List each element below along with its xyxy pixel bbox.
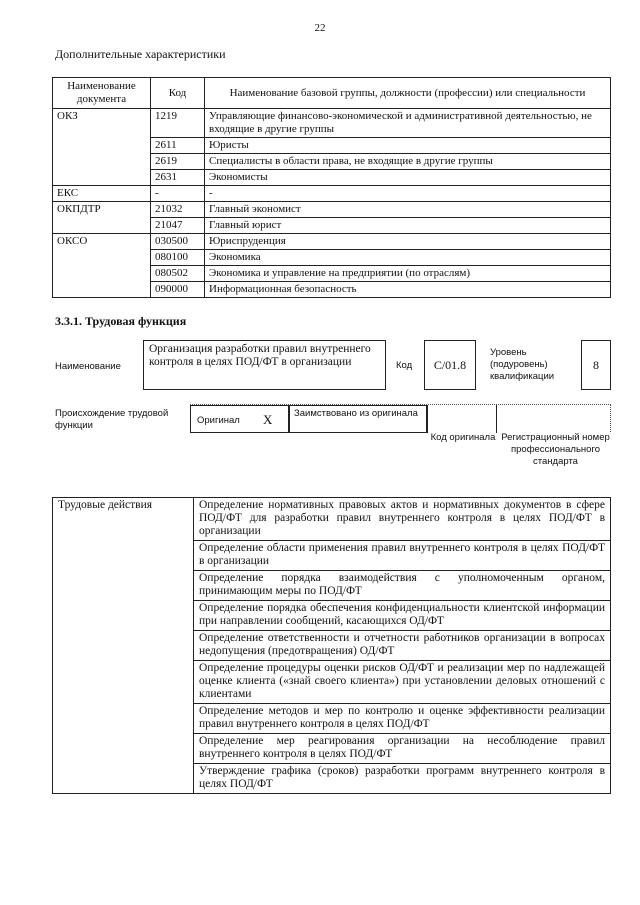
level-value: 8: [581, 340, 611, 390]
level-label: Уровень (подуровень) квалификации: [490, 347, 555, 382]
page-number: 22: [314, 22, 326, 34]
code-cell: 2619: [151, 154, 205, 170]
table-row: [53, 234, 611, 250]
name-cell: Экономисты: [205, 170, 611, 186]
name-cell: Управляющие финансово-экономической и административной деятельностью, не входящие в другие группы: [205, 109, 611, 138]
function-heading: 3.3.1. Трудовая функция: [55, 314, 187, 328]
header-document: Наименование документа: [53, 78, 151, 109]
labor-action-item: Определение методов и мер по контролю и оценке эффективности реализации правил внутреннего контроля в целях ПОД/ФТ: [194, 704, 611, 734]
additional-characteristics-table: [52, 77, 611, 298]
name-cell: Главный юрист: [205, 218, 611, 234]
name-cell: Юристы: [205, 138, 611, 154]
name-cell: Экономика: [205, 250, 611, 266]
name-cell: Специалисты в области права, не входящие в другие группы: [205, 154, 611, 170]
code-cell: 2631: [151, 170, 205, 186]
table-row: [53, 202, 611, 218]
section-title: Дополнительные характеристики: [55, 47, 226, 61]
code-cell: 1219: [151, 109, 205, 138]
labor-actions-label: Трудовые действия: [53, 498, 194, 794]
code-cell: 21032: [151, 202, 205, 218]
code-cell: 080100: [151, 250, 205, 266]
original-cell: [190, 405, 289, 433]
original-label: Оригинал: [197, 415, 240, 426]
header-name: Наименование базовой группы, должности (профессии) или специальности: [205, 78, 611, 109]
function-code-label: Код: [396, 360, 413, 371]
table-row: [53, 498, 611, 541]
labor-actions-table: [52, 497, 611, 794]
labor-action-item: Определение области применения правил внутреннего контроля в целях ПОД/ФТ в организации: [194, 541, 611, 571]
labor-action-item: Определение порядка взаимодействия с уполномоченным органом, принимающим меры по ПОД/ФТ: [194, 571, 611, 601]
document-cell: ОКЗ: [53, 109, 151, 186]
name-cell: Главный экономист: [205, 202, 611, 218]
document-cell: ЕКС: [53, 186, 151, 202]
header-code: Код: [151, 78, 205, 109]
original-code-cell: [427, 405, 497, 433]
labor-action-item: Определение процедуры оценки рисков ОД/ФТ и реализации мер по надлежащей оценке клиента («знай своего клиента») при установлении деловых отношений с клиентами: [194, 661, 611, 704]
code-cell: -: [151, 186, 205, 202]
registration-number-cell: [497, 405, 611, 433]
name-cell: Юриспруденция: [205, 234, 611, 250]
borrowed-label: Заимствовано из оригинала: [289, 405, 427, 433]
original-mark: X: [263, 412, 273, 427]
labor-action-item: Утверждение графика (сроков) разработки программ внутреннего контроля в целях ПОД/ФТ: [194, 764, 611, 794]
labor-action-item: Определение мер реагирования организации на несоблюдение правил внутреннего контроля в целях ПОД/ФТ: [194, 734, 611, 764]
name-cell: Информационная безопасность: [205, 282, 611, 298]
code-cell: 21047: [151, 218, 205, 234]
function-name-value: Организация разработки правил внутреннего контроля в целях ПОД/ФТ в организации: [143, 340, 386, 390]
origin-label: Происхождение трудовой функции: [55, 408, 169, 431]
labor-action-item: Определение ответственности и отчетности работников организации в вопросах недопущения (предотвращения) ОД/ФТ: [194, 631, 611, 661]
code-cell: 030500: [151, 234, 205, 250]
caption-registration-number: Регистрационный номер профессионального стандарта: [501, 432, 610, 467]
function-name-label: Наименование: [55, 361, 121, 372]
labor-action-item: Определение нормативных правовых актов и нормативных документов в сфере ПОД/ФТ для разработки правил внутреннего контроля в целях ПОД/ФТ в организации: [194, 498, 611, 541]
document-cell: ОКСО: [53, 234, 151, 298]
document-cell: ОКПДТР: [53, 202, 151, 234]
table-row: [53, 109, 611, 138]
code-cell: 080502: [151, 266, 205, 282]
code-cell: 090000: [151, 282, 205, 298]
function-code-value: С/01.8: [424, 340, 476, 390]
table-row: [53, 186, 611, 202]
labor-action-item: Определение порядка обеспечения конфиденциальности клиентской информации при направлении сообщений, касающихся ОД/ФТ: [194, 601, 611, 631]
origin-row: [190, 404, 611, 432]
name-cell: Экономика и управление на предприятии (по отраслям): [205, 266, 611, 282]
caption-original-code: Код оригинала: [430, 432, 496, 443]
code-cell: 2611: [151, 138, 205, 154]
name-cell: -: [205, 186, 611, 202]
